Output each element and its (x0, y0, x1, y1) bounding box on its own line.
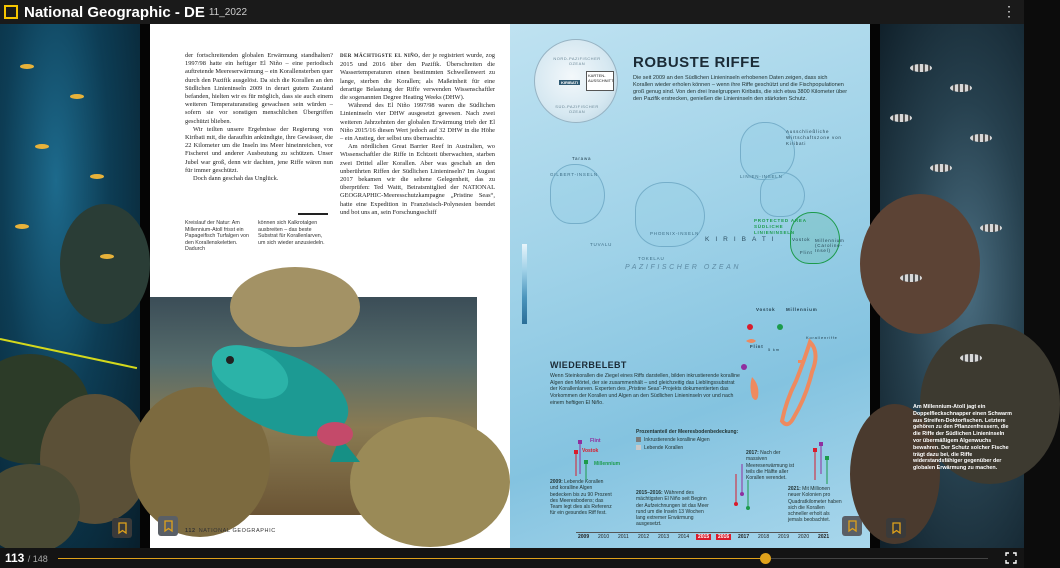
photo-caption: Kreislauf der Natur: Am Millennium-Atoll frisst ein Papageifisch Turfalgen von den Korallenskeletten. Dadurch (185, 220, 249, 253)
tarawa-label: Tarawa (572, 156, 592, 161)
previous-page-preview[interactable] (0, 24, 140, 548)
paragraph: Während des El Niño 1997/98 waren die Südlichen Linieninseln vier DHW ausgesetzt gewesen. Nach zwei weiteren Jahrzehnten der globalen Erwärmung trieb der El Niño 2015/16 diesen Wert jedoch auf 32 DHW in die Höhe – ein Anstieg, der selbst uns überraschte. (340, 102, 495, 143)
year-2009: 2009 (578, 534, 590, 540)
year-2020: 2020 (798, 534, 810, 540)
phoenix-islands-zone (635, 182, 705, 247)
marker-vostok-2017 (734, 502, 738, 506)
year-2018: 2018 (758, 534, 770, 540)
page-indicator (5, 551, 48, 565)
paragraph: Am nördlichen Great Barrier Reef in Australien, wo Wissenschaftler die Riffe in Echtzeit überwachten, starben zwei Drittel aller Korallen. Aber was geschah an den unberührten Riffen der Südlichen Linieninseln? Im August 2017 bekamen wir die seltene Gelegenheit, das zu überprüfen: Ted Waitt, Beiratsmitglied der NATIONAL GEOGRAPHIC-Meeresschutzkampagne „Pristine Seas“, hatte eine Expedition in Französisch-Polynesien beendet und bot uns an, sein Forschungsschiff (340, 143, 495, 216)
year-2016: 2016 (718, 534, 730, 540)
protected-area-label: PROTECTED AREA SÜDLICHE LINIENINSELN (754, 218, 807, 235)
pacific-ocean-label: PAZIFISCHER OZEAN (625, 264, 742, 271)
article-column-1 (185, 52, 333, 183)
page-112 (150, 24, 510, 548)
globe-kiribati-tag: KIRIBATI (561, 80, 579, 85)
page-number: 112 (185, 528, 196, 534)
magazine-name: NATIONAL GEOGRAPHIC (198, 528, 276, 534)
site-millennium: Millennium (594, 461, 621, 467)
year-2012: 2012 (638, 534, 650, 540)
inset-vostok-label: Vostok (756, 307, 776, 312)
parrotfish-photo (150, 297, 477, 515)
annotation-2009: 2009: Lebende Korallen und koralline Algen bedecken bis zu 90 Prozent des Meeresbodens; das Team legt dies als Referenz für ein gesundes Riff fest. (550, 479, 612, 517)
year-2011: 2011 (618, 534, 629, 540)
depth-scale (522, 244, 527, 324)
total-pages: / 148 (27, 554, 48, 564)
marker-millennium-2021 (825, 456, 829, 460)
site-vostok: Vostok (582, 448, 599, 454)
app-title: National Geographic - DE (24, 3, 205, 21)
year-2013: 2013 (658, 534, 670, 540)
millennium-label: Millennium (Caroline-Insel) (815, 238, 845, 253)
infographic-title: WIEDERBELEBT (550, 360, 627, 370)
marker-millennium-2009 (584, 460, 588, 464)
legend-title: Prozentanteil der Meeresbodenbedeckung: (636, 429, 739, 435)
inset-flint-label: Flint (750, 344, 764, 349)
issue-label: 11_2022 (208, 6, 248, 18)
bookmark-icon[interactable] (842, 516, 862, 536)
map-section-box: KARTEN-AUSSCHNITT (586, 71, 614, 91)
legend-item-algae: Inkrustierende koralline Algen (636, 436, 738, 444)
marker-flint-2009 (578, 440, 582, 444)
page-113-map (510, 24, 870, 548)
section-lead: DER MÄCHTIGSTE EL NIÑO, (340, 54, 421, 59)
inset-scale: 5 km (768, 347, 780, 352)
marker-flint-2017 (740, 492, 744, 496)
year-2015: 2015 (698, 534, 710, 540)
paragraph: Doch dann geschah das Unglück. (193, 175, 279, 183)
legend-item-coral: Lebende Korallen (636, 444, 738, 452)
infographic-text: Wenn Steinkorallen die Ziegel eines Riffs darstellen, bilden inkrustierende koralline Algen den Mörtel, der sie zusammenhält – und gleichzeitig das Lieblingssubstrat der Korallenlarven. Experten des „Pristine Seas“-Projekts dokumentierten das Vorkommen der Korallen und Algen an den Südlichen Linieninseln vor und nach einem heftigen El Niño. (550, 373, 740, 406)
photo-caption-continued: können sich Kalkrotalgen ausbreiten – das beste Substrat für Korallenlarven, um sich wieder anzusiedeln. (258, 220, 325, 246)
marker-millennium-2017 (746, 506, 750, 510)
parrotfish-icon (190, 322, 360, 472)
annotation-2021: 2021: Mit Millionen neuer Kolonien pro Quadratkilometer haben sich die Korallen schneller erholt als jemals beobachtet. (788, 486, 842, 524)
line-islands-label: LINIEN-INSELN (740, 174, 783, 179)
inset-atoll-map (740, 307, 840, 437)
map-intro: Die seit 2009 an den Südlichen Linieninseln erhobenen Daten zeigen, dass sich Korallen wieder erholen können – wenn ihre Riffe geschützt und die Fischpopulationen groß genug sind. Von den drei Inselgruppen Kiribatis, die sich etwa 3800 Kilometer über den Pazifik erstrecken, genießen die Linieninseln den stärksten Schutz. (633, 75, 848, 102)
caption-rule (298, 213, 328, 215)
page-footer (185, 528, 276, 534)
marker-vostok-2009 (574, 450, 578, 454)
reef-cover-chart (510, 424, 870, 534)
magazine-spread (0, 24, 1024, 548)
year-2017: 2017 (738, 534, 750, 540)
paragraph: der je registriert wurde, zog 2015 und 2016 über den Pazifik. Überschreiten die Wassertemperaturen einen bestimmten Schwellenwert zu lange, sterben die Korallen; als Maßeinheit für eine derartige Belastung der Riffe verwenden Wissenschaftler die sogenannten Degree Heating Weeks (DHW). (340, 52, 495, 102)
gilbert-label: GILBERT-INSELN (550, 172, 598, 177)
current-page: 113 (5, 551, 25, 565)
page-slider[interactable] (58, 558, 988, 559)
bookmark-icon[interactable] (886, 518, 906, 538)
page-slider-fill (58, 558, 765, 559)
marker-vostok-2021 (813, 448, 817, 452)
fullscreen-icon[interactable] (1005, 552, 1017, 564)
bookmark-icon[interactable] (158, 516, 178, 536)
bottom-bar (0, 548, 1024, 568)
bookmark-icon[interactable] (112, 518, 132, 538)
inset-reef-legend: Korallenriffe (806, 335, 838, 340)
vostok-label: Vostok (792, 237, 811, 242)
article-column-2 (340, 52, 495, 217)
kiribati-country-label: KIRIBATI (705, 236, 780, 243)
tuvalu-label: TUVALU (590, 242, 613, 247)
year-2021: 2021 (818, 534, 830, 540)
globe-south-label: SÜD-PAZIFISCHER OZEAN (555, 104, 599, 114)
top-bar (0, 0, 1024, 24)
next-page-caption: Am Millennium-Atoll jagt ein Doppelfleckschnapper einen Schwarm aus Streifen-Doktorfischen. Letztere gehören zu den Pflanzenfressern, die die Riffe der Südlichen Linieninseln vor übermäßigem Algenwuchs bewahren. Der Schutz solcher Fische trägt dazu bei, die Riffe widerstandsfähiger gegenüber der globalen Erwärmung zu machen. (913, 404, 1012, 472)
paragraph: der fortschreitenden globalen Erwärmung standhalten? 1997/98 hatte ein heftiger El Niño – eine periodisch auftretende Meereserwärmung – ein Korallensterben quer durch den Pazifik ausgelöst. Da sich die Korallen an den Südlichen Linieninseln 2009 in derart gutem Zustand befanden, hielten wir es für möglich, dass sie auch einem weiteren Temperaturanstieg gewachsen sein würden – sofern sie vor sonstigen menschlichen Übergriffen geschützt blieben. (185, 52, 333, 125)
map-title: ROBUSTE RIFFE (633, 54, 761, 71)
annotation-2015: 2015–2016: Während des mächtigsten El Niño seit Beginn der Aufzeichnungen ist das Meer rund um die Inseln 13 Wochen lang extremer Erwärmung ausgesetzt. (636, 490, 709, 528)
chart-time-axis (576, 532, 828, 533)
flint-label: Flint (800, 250, 813, 255)
page-slider-thumb[interactable] (760, 553, 771, 564)
year-2010: 2010 (598, 534, 610, 540)
globe-north-label: NORD-PAZIFISCHER OZEAN (553, 56, 601, 66)
marker-flint-2021 (819, 442, 823, 446)
paragraph: Wir teilten unsere Ergebnisse der Regierung von Kiribati mit, die daraufhin ankündigte, ihre Gewässer, die 22 Kilometer um die Inseln ins Meer hineinreichen, vor Fischerei und anderer Ausbeutung zu schützen. Unser Jubel war groß, denn wir dachten, jene Riffe wären nun für immer geschützt. (185, 125, 333, 174)
dots-vertical-icon[interactable]: ⋮ (1002, 3, 1016, 19)
site-flint: Flint (590, 438, 601, 444)
phoenix-label: PHOENIX-INSELN (650, 231, 700, 236)
annotation-2017: 2017: Nach der massiven Meereserwärmung ist teils die Hälfte aller Korallen verendet. (746, 450, 795, 482)
national-geographic-logo-icon (4, 5, 18, 19)
economic-zone-label: Ausschließliche Wirtschaftszone von Kiribati (786, 129, 842, 146)
year-2014: 2014 (678, 534, 690, 540)
year-2019: 2019 (778, 534, 790, 540)
inset-millennium-label: Millennium (786, 307, 818, 312)
tokelau-label: TOKELAU (638, 256, 665, 261)
